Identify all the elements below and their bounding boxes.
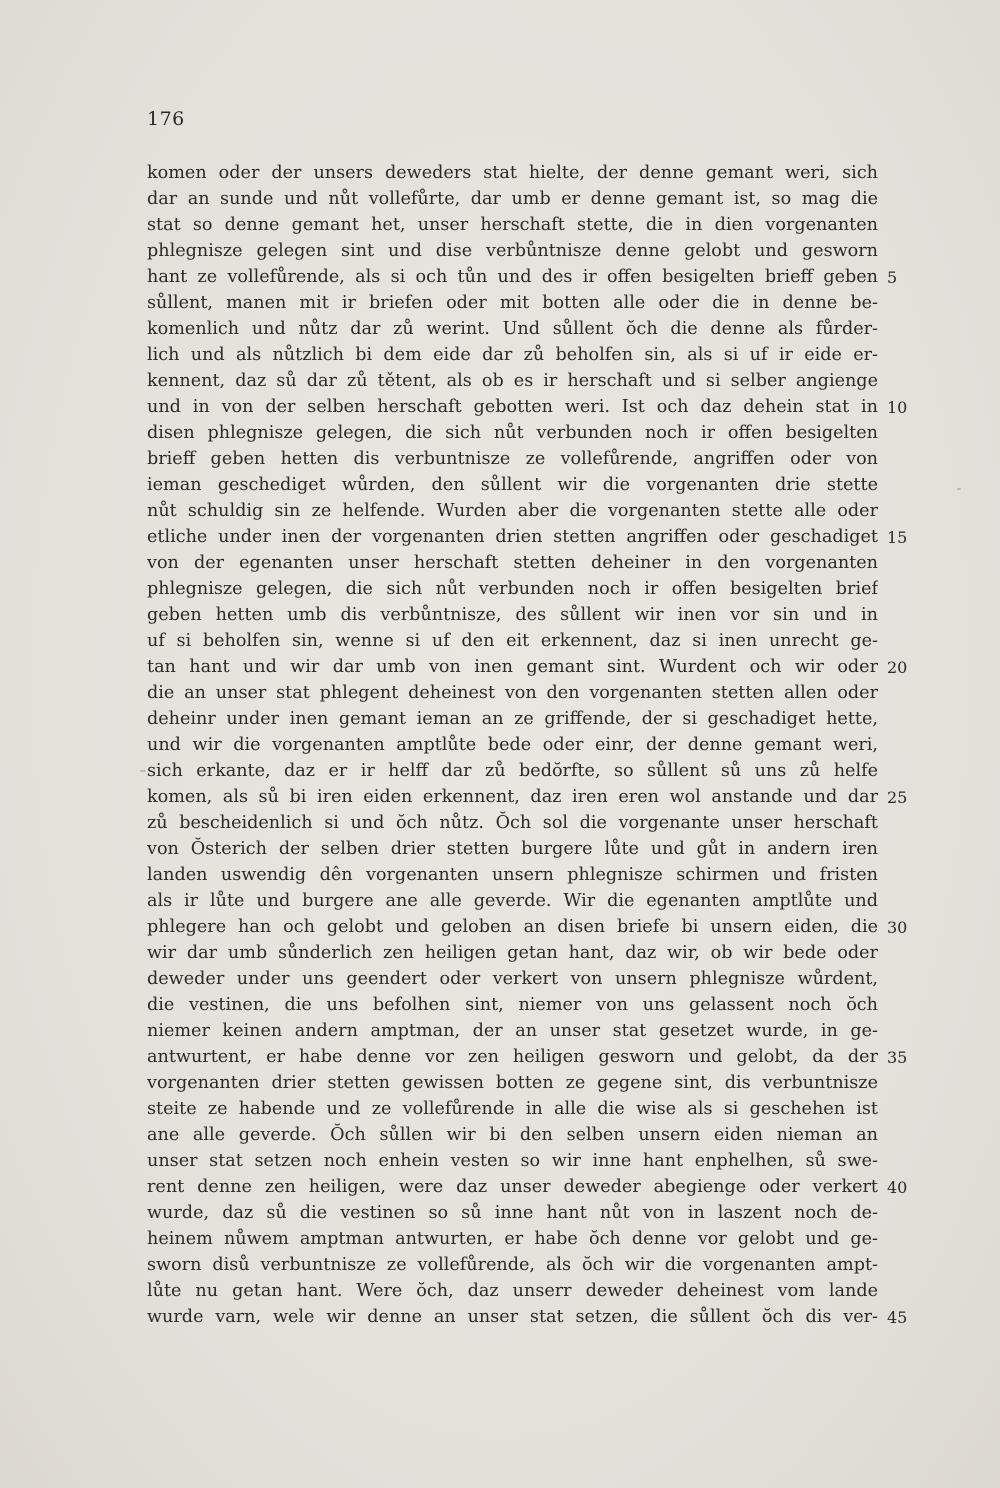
text-line-content: wir dar umb sůnderlich zen heiligen getan hant, daz wir, ob wir bede oder (147, 943, 878, 963)
text-line-content: heinem nůwem amptman antwurten, er habe ŏch denne vor gelobt und ge- (147, 1229, 878, 1249)
text-line (147, 888, 878, 914)
text-line-content: dar an sunde und nůt vollefůrte, dar umb er denne gemant ist, so mag die (147, 189, 878, 209)
text-line (147, 862, 878, 888)
text-line-content: sworn disů verbuntnisze ze vollefůrende, als ŏch wir die vorgenanten ampt- (147, 1255, 878, 1275)
text-line-content: deheinr under inen gemant ieman an ze griffende, der si geschadiget hette, (147, 709, 878, 729)
text-line (147, 1174, 878, 1200)
text-line (147, 342, 878, 368)
text-line-content: geben hetten umb dis verbůntnisze, des sůllent wir inen vor sin und in (147, 605, 878, 625)
text-line-content: hant ze vollefůrende, als si och tůn und des ir offen besigelten brieff geben (147, 267, 878, 287)
text-line-content: etliche under inen der vorgenanten drien stetten angriffen oder geschadiget (147, 527, 878, 547)
text-line (147, 1044, 878, 1070)
text-line-content: phlegnisze gelegen sint und dise verbůntnisze denne gelobt und gesworn (147, 241, 878, 261)
text-line-content: stat so denne gemant het, unser herschaft stette, die in dien vorgenanten (147, 215, 878, 235)
text-line (147, 368, 878, 394)
text-line-content: tan hant und wir dar umb von inen gemant sint. Wurdent och wir oder (147, 657, 878, 677)
text-line (147, 420, 878, 446)
text-line (147, 1304, 878, 1330)
line-number-marker: 35 (887, 1048, 908, 1067)
text-line-content: deweder under uns geendert oder verkert von unsern phlegnisze wůrdent, (147, 969, 878, 989)
text-line-content: lůte nu getan hant. Were ŏch, daz unserr deweder deheinest vom lande (147, 1281, 878, 1301)
text-line-content: phlegnisze gelegen, die sich nůt verbunden noch ir offen besigelten brief (147, 579, 878, 599)
text-line (147, 1226, 878, 1252)
text-line (147, 732, 878, 758)
text-line (147, 1278, 878, 1304)
text-line (147, 784, 878, 810)
text-line-content: nůt schuldig sin ze helfende. Wurden aber die vorgenanten stette alle oder (147, 501, 878, 521)
text-line-content: und in von der selben herschaft gebotten weri. Ist och daz dehein stat in (147, 397, 878, 417)
text-line-content: lich und als nůtzlich bi dem eide dar zů beholfen sin, als si uf ir eide er- (147, 345, 878, 365)
text-line (147, 186, 878, 212)
text-line-content: von der egenanten unser herschaft stetten deheiner in den vorgenanten (147, 553, 878, 573)
text-line-content: rent denne zen heiligen, were daz unser deweder abegienge oder verkert (147, 1177, 878, 1197)
paper-speck (140, 770, 146, 772)
text-line-content: komen, als sů bi iren eiden erkennent, daz iren eren wol anstande und dar (147, 787, 878, 807)
text-line (147, 758, 878, 784)
line-number-marker: 15 (887, 528, 908, 547)
text-line-content: uf si beholfen sin, wenne si uf den eit erkennent, daz si inen unrecht ge- (147, 631, 878, 651)
line-number-marker: 40 (887, 1178, 908, 1197)
text-line-content: niemer keinen andern amptman, der an unser stat gesetzet wurde, in ge- (147, 1021, 878, 1041)
line-number-marker: 45 (887, 1308, 908, 1327)
text-line-content: vorgenanten drier stetten gewissen botten ze gegene sint, dis verbuntnisze (147, 1073, 878, 1093)
text-line-content: die an unser stat phlegent deheinest von den vorgenanten stetten allen oder (147, 683, 878, 703)
text-line (147, 1018, 878, 1044)
text-line (147, 160, 878, 186)
text-line (147, 706, 878, 732)
line-number-marker: 25 (887, 788, 908, 807)
text-line-content: als ir lůte und burgere ane alle geverde. Wir die egenanten amptlůte und (147, 891, 878, 911)
text-line (147, 810, 878, 836)
text-line-content: die vestinen, die uns befolhen sint, niemer von uns gelassent noch ŏch (147, 995, 878, 1015)
text-line-content: wurde varn, wele wir denne an unser stat setzen, die sůllent ŏch dis ver- (147, 1307, 878, 1327)
text-line (147, 914, 878, 940)
line-number-marker: 5 (887, 268, 898, 287)
text-line-content: und wir die vorgenanten amptlůte bede oder einr, der denne gemant weri, (147, 735, 878, 755)
text-line (147, 966, 878, 992)
text-line-content: unser stat setzen noch enhein vesten so wir inne hant enphelhen, sů swe- (147, 1151, 878, 1171)
text-line-content: brieff geben hetten dis verbuntnisze ze vollefůrende, angriffen oder von (147, 449, 878, 469)
text-line (147, 1200, 878, 1226)
text-line (147, 654, 878, 680)
text-line-content: landen uswendig dên vorgenanten unsern phlegnisze schirmen und fristen (147, 865, 878, 885)
text-line (147, 1252, 878, 1278)
text-line (147, 602, 878, 628)
text-line-content: antwurtent, er habe denne vor zen heiligen gesworn und gelobt, da der (147, 1047, 878, 1067)
text-line (147, 498, 878, 524)
text-line (147, 576, 878, 602)
text-line (147, 524, 878, 550)
text-line (147, 836, 878, 862)
text-line-content: ane alle geverde. Ŏch sůllen wir bi den selben unsern eiden nieman an (147, 1125, 878, 1145)
text-line (147, 316, 878, 342)
text-line-content: disen phlegnisze gelegen, die sich nůt verbunden noch ir offen besigelten (147, 423, 878, 443)
text-line (147, 940, 878, 966)
line-number-marker: 10 (887, 398, 908, 417)
text-line (147, 680, 878, 706)
text-line-content: kennent, daz sů dar zů tětent, als ob es ir herschaft und si selber angienge (147, 371, 878, 391)
text-line-content: von Ŏsterich der selben drier stetten burgere lůte und gůt in andern iren (147, 839, 878, 859)
text-line (147, 212, 878, 238)
text-line (147, 550, 878, 576)
text-line-content: zů bescheidenlich si und ŏch nůtz. Ŏch sol die vorgenante unser herschaft (147, 813, 878, 833)
text-line-content: sich erkante, daz er ir helff dar zů bedŏrfte, so sůllent sů uns zů helfe (147, 761, 878, 781)
line-number-marker: 30 (887, 918, 908, 937)
page-number: 176 (147, 108, 185, 130)
text-line (147, 992, 878, 1018)
text-line (147, 1148, 878, 1174)
text-line (147, 628, 878, 654)
text-line-content: komenlich und nůtz dar zů werint. Und sůllent ŏch die denne als fůrder- (147, 319, 878, 339)
text-line (147, 238, 878, 264)
text-line (147, 290, 878, 316)
text-line-content: ieman geschediget wůrden, den sůllent wir die vorgenanten drie stette (147, 475, 878, 495)
text-line (147, 446, 878, 472)
text-line (147, 472, 878, 498)
line-number-marker: 20 (887, 658, 908, 677)
text-line-content: sůllent, manen mit ir briefen oder mit botten alle oder die in denne be- (147, 293, 878, 313)
text-line-content: wurde, daz sů die vestinen so sů inne hant nůt von in laszent noch de- (147, 1203, 878, 1223)
text-line-content: komen oder der unsers deweders stat hielte, der denne gemant weri, sich (147, 163, 878, 183)
text-line (147, 1070, 878, 1096)
text-line (147, 394, 878, 420)
text-line (147, 1096, 878, 1122)
text-line-content: steite ze habende und ze vollefůrende in alle die wise als si geschehen ist (147, 1099, 878, 1119)
text-line (147, 264, 878, 290)
text-line (147, 1122, 878, 1148)
body-text (147, 160, 908, 1330)
paper-speck (957, 488, 961, 490)
text-line-content: phlegere han och gelobt und geloben an disen briefe bi unsern eiden, die (147, 917, 878, 937)
